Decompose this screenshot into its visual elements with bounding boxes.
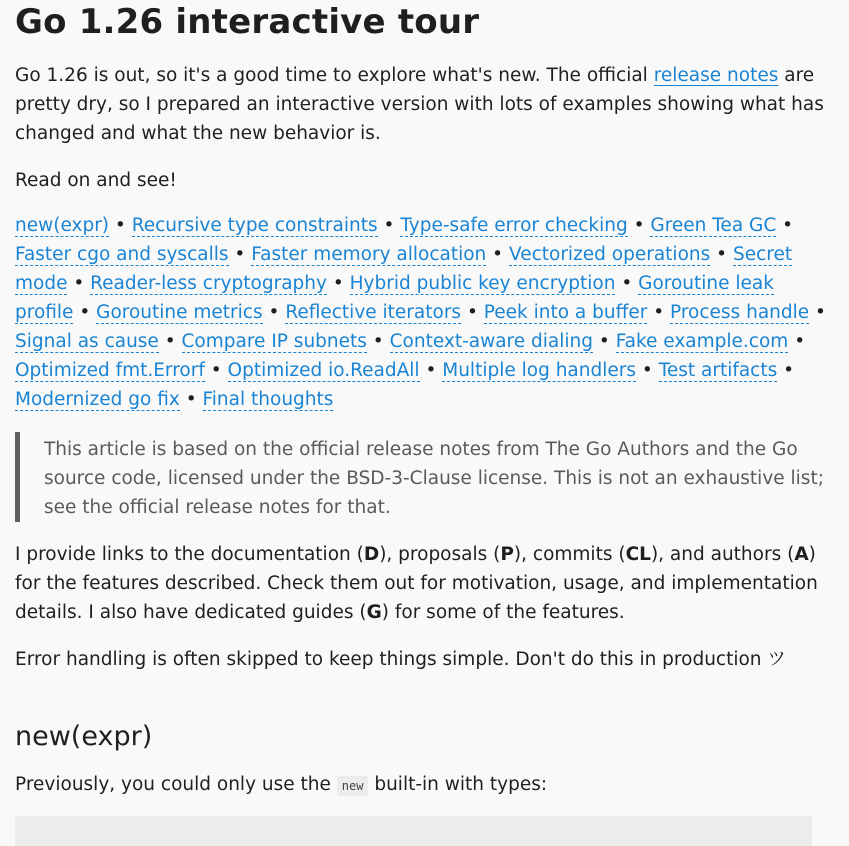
toc-separator: •	[788, 331, 806, 352]
links-text: ), and authors (	[650, 544, 795, 565]
intro-text-after: are pretty dry, so I prepared an interactive version with lots of examples showing what has changed and what the new behavior is.	[15, 65, 824, 144]
toc-link[interactable]: Optimized fmt.Errorf	[15, 360, 205, 381]
toc-separator: •	[809, 302, 826, 323]
toc-separator: •	[109, 215, 132, 236]
toc-separator: •	[366, 331, 390, 352]
links-text: ) for the features described. Check them out for motivation, usage, and implementation details. I also have dedicated guides (	[15, 544, 818, 623]
toc-link[interactable]: Goroutine leak profile	[15, 273, 774, 323]
section-heading-new-expr: new(expr)	[15, 721, 153, 752]
toc-separator: •	[593, 331, 616, 352]
inline-code: new	[337, 776, 369, 796]
toc-separator: •	[326, 273, 350, 294]
toc-link[interactable]: Peek into a buffer	[483, 302, 648, 323]
toc-separator: •	[204, 360, 228, 381]
toc-separator: •	[461, 302, 484, 323]
toc-separator: •	[710, 244, 733, 265]
authors-letter: A	[794, 544, 809, 565]
toc-separator: •	[419, 360, 443, 381]
toc-separator: •	[179, 389, 203, 410]
toc-separator: •	[776, 215, 794, 236]
toc-link[interactable]: new(expr)	[15, 215, 110, 236]
toc-link[interactable]: Optimized io.ReadAll	[227, 360, 420, 381]
toc-link[interactable]: Faster cgo and syscalls	[15, 244, 229, 265]
table-of-contents	[15, 211, 833, 414]
links-text: ), proposals (	[379, 544, 501, 565]
toc-link[interactable]: Fake example.com	[615, 331, 789, 352]
toc-link[interactable]: Test artifacts	[658, 360, 778, 381]
intro-paragraph	[15, 61, 833, 148]
toc-link[interactable]: Multiple log handlers	[442, 360, 636, 381]
toc-link[interactable]: Process handle	[670, 302, 810, 323]
read-on-text: Read on and see!	[15, 170, 177, 191]
error-handling-paragraph: Error handling is often skipped to keep things simple. Don't do this in production ツ	[15, 649, 786, 670]
toc-link[interactable]: Context-aware dialing	[389, 331, 593, 352]
toc-separator: •	[627, 215, 651, 236]
toc-link[interactable]: Secret mode	[15, 244, 793, 294]
toc-separator: •	[636, 360, 659, 381]
section-paragraph	[15, 770, 833, 801]
toc-link[interactable]: Hybrid public key encryption	[349, 273, 616, 294]
toc-separator: •	[647, 302, 671, 323]
license-note	[15, 432, 833, 522]
commits-letter: CL	[625, 544, 651, 565]
code-block	[15, 816, 812, 846]
section-text-before: Previously, you could only use the	[15, 774, 337, 795]
toc-separator: •	[158, 331, 182, 352]
license-note-text: This article is based on the official release notes from The Go Authors and the Go source code, licensed under the BSD-3-Clause license. This is not an exhaustive list; see the official release notes for that.	[44, 439, 824, 518]
release-notes-link[interactable]: release notes	[653, 65, 779, 86]
toc-separator: •	[262, 302, 286, 323]
links-text: ) for some of the features.	[381, 602, 625, 623]
toc-link[interactable]: Vectorized operations	[508, 244, 711, 265]
links-text: I provide links to the documentation (	[15, 544, 364, 565]
toc-link[interactable]: Goroutine metrics	[96, 302, 263, 323]
toc-separator: •	[73, 302, 97, 323]
page-title: Go 1.26 interactive tour	[15, 2, 480, 42]
docs-letter: D	[363, 544, 380, 565]
toc-link[interactable]: Faster memory allocation	[251, 244, 487, 265]
toc-link[interactable]: Type-safe error checking	[400, 215, 628, 236]
section-text-after: built-in with types:	[368, 774, 548, 795]
links-legend-paragraph	[15, 540, 833, 627]
toc-link[interactable]: Final thoughts	[202, 389, 334, 410]
toc-link[interactable]: Compare IP subnets	[181, 331, 367, 352]
toc-separator: •	[615, 273, 639, 294]
toc-separator: •	[777, 360, 795, 381]
toc-link[interactable]: Modernized go fix	[15, 389, 180, 410]
toc-link[interactable]: Recursive type constraints	[131, 215, 378, 236]
toc-separator: •	[67, 273, 91, 294]
toc-separator: •	[377, 215, 401, 236]
proposals-letter: P	[500, 544, 514, 565]
toc-link[interactable]: Reader-less cryptography	[90, 273, 327, 294]
toc-link[interactable]: Green Tea GC	[650, 215, 777, 236]
toc-link[interactable]: Reflective iterators	[285, 302, 462, 323]
toc-separator: •	[486, 244, 509, 265]
guides-letter: G	[366, 602, 382, 623]
links-text: ), commits (	[513, 544, 626, 565]
toc-separator: •	[228, 244, 252, 265]
toc-link[interactable]: Signal as cause	[15, 331, 159, 352]
intro-text-before: Go 1.26 is out, so it's a good time to explore what's new. The official	[15, 65, 654, 86]
